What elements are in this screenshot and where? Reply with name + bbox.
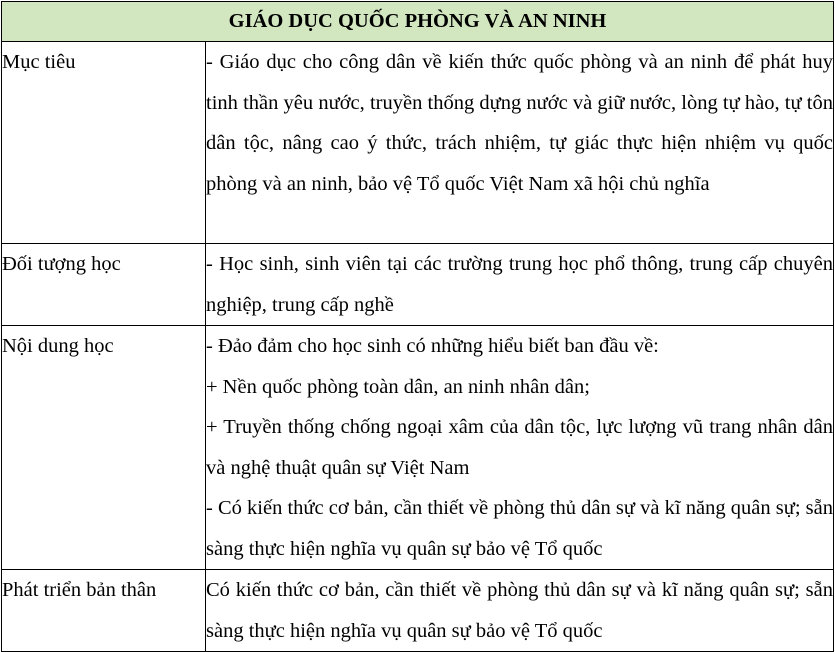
table-row-learners [2,244,834,326]
row-content [206,326,834,570]
row-label: Nội dung học [2,326,206,570]
row-content [206,570,834,652]
row-content [206,244,834,326]
content-line: - Học sinh, sinh viên tại các trường trung học phổ thông, trung cấp chuyên nghiệp, trung cấp nghề [206,253,833,316]
table-header-row [2,2,834,42]
table-row-self-development [2,570,834,652]
content-line: + Nền quốc phòng toàn dân, an ninh nhân dân; [206,375,590,398]
content-line: - Đảo đảm cho học sinh có những hiểu biết ban đầu về: [206,335,659,357]
table-title: GIÁO DỤC QUỐC PHÒNG VÀ AN NINH [2,2,834,42]
row-label: Mục tiêu [2,42,206,244]
defense-education-table [1,1,834,652]
table-row-objectives [2,42,834,244]
content-line: + Truyền thống chống ngoại xâm của dân tộc, lực lượng vũ trang nhân dân và nghệ thuật quân sự Việt Nam [206,416,833,479]
content-line: - Giáo dục cho công dân về kiến thức quốc phòng và an ninh để phát huy tinh thần yêu nước, truyền thống dựng nước và giữ nước, lòng tự hào, tự tôn dân tộc, nâng cao ý thức, trách nhiệm, tự giác thực hiện nhiệm vụ quốc phòng và an ninh, bảo vệ Tổ quốc Việt Nam xã hội chủ nghĩa [206,51,833,195]
row-content [206,42,834,244]
content-line: - Có kiến thức cơ bản, cần thiết về phòng thủ dân sự và kĩ năng quân sự; sẵn sàng thực hiện nghĩa vụ quân sự bảo vệ Tổ quốc [206,497,833,560]
content-line: Có kiến thức cơ bản, cần thiết về phòng thủ dân sự và kĩ năng quân sự; sẵn sàng thực hiện nghĩa vụ quân sự bảo vệ Tổ quốc [206,579,833,642]
row-label: Đối tượng học [2,244,206,326]
table-row-content [2,326,834,570]
row-label: Phát triển bản thân [2,570,206,652]
